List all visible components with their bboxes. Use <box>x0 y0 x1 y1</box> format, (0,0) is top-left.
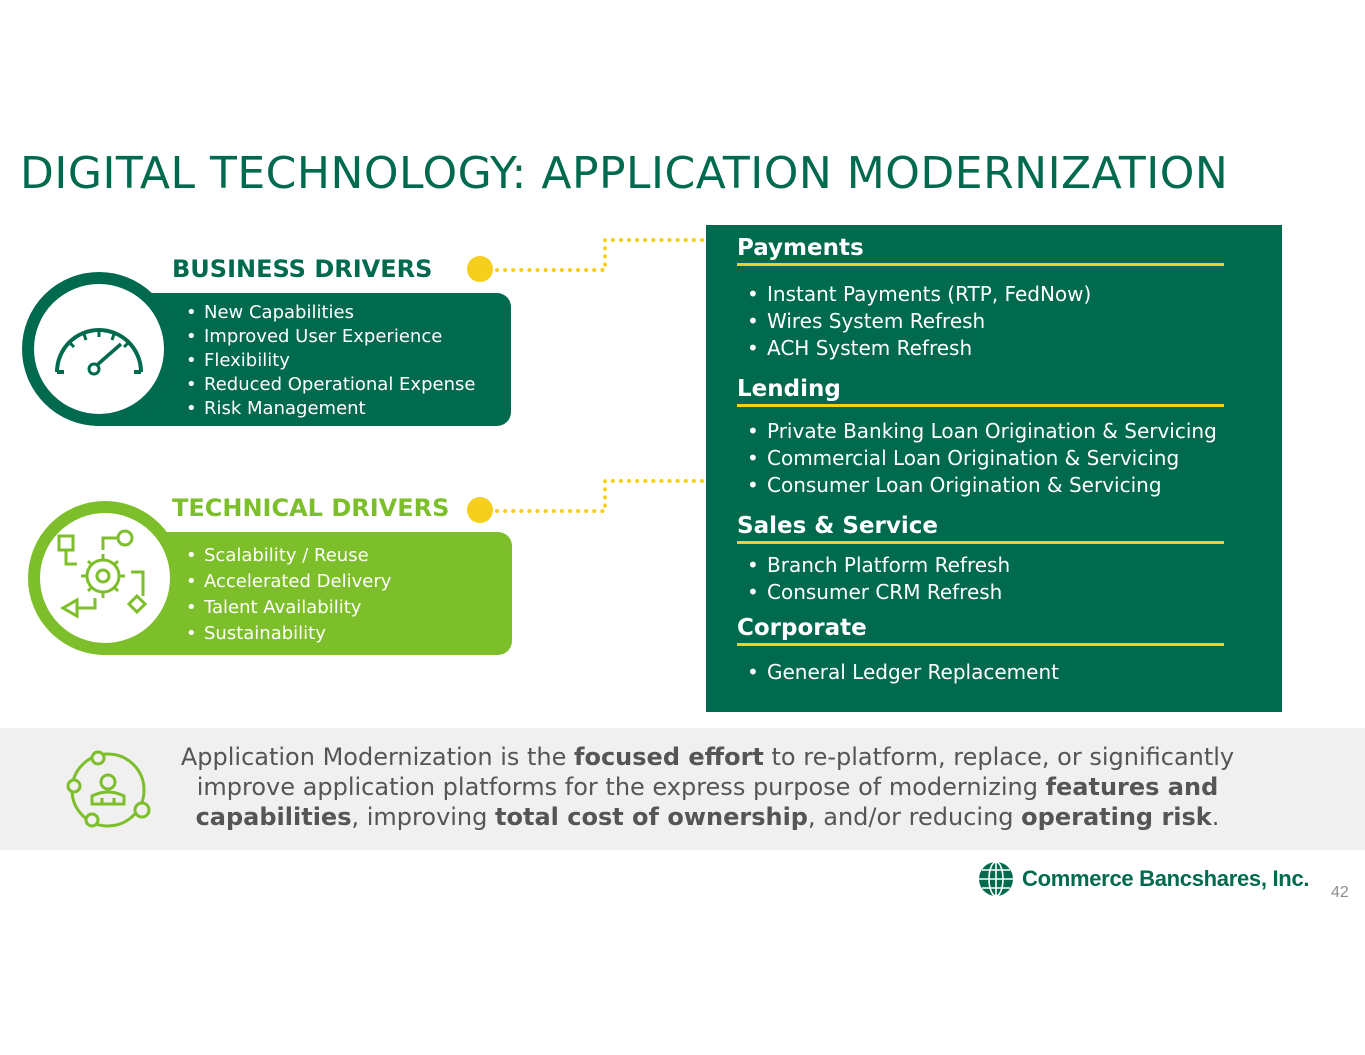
banner-bold-segment: features and capabilities <box>195 773 1219 831</box>
list-item: • Consumer CRM Refresh <box>746 579 1010 606</box>
list-item: • Reduced Operational Expense <box>184 373 475 397</box>
connector-line <box>493 232 708 280</box>
business-drivers-heading: BUSINESS DRIVERS <box>172 255 433 283</box>
list-item: • Scalability / Reuse <box>184 543 391 569</box>
section-list-sales-service <box>746 552 1010 606</box>
list-item: • Talent Availability <box>184 595 391 621</box>
technical-drivers-icon-circle <box>28 501 182 655</box>
banner-text-segment: , and/or reducing <box>807 803 1022 831</box>
page-title: DIGITAL TECHNOLOGY: APPLICATION MODERNIZATION <box>20 148 1229 199</box>
definition-banner <box>0 728 1365 850</box>
list-item: • Instant Payments (RTP, FedNow) <box>746 281 1091 308</box>
section-title-payments: Payments <box>737 235 1224 266</box>
list-item: • ACH System Refresh <box>746 335 1091 362</box>
definition-text <box>150 742 1265 832</box>
speedometer-icon <box>49 314 149 384</box>
list-item: • Flexibility <box>184 349 475 373</box>
section-title-lending: Lending <box>737 376 1224 407</box>
business-drivers-icon-circle <box>22 272 176 426</box>
list-item: • Consumer Loan Origination & Servicing <box>746 472 1217 499</box>
list-item: • Branch Platform Refresh <box>746 552 1010 579</box>
list-item: • Sustainability <box>184 621 391 647</box>
gear-workflow-icon <box>55 528 155 628</box>
connector-dot <box>467 497 493 523</box>
list-item: • Risk Management <box>184 397 475 421</box>
page-number: 42 <box>1331 884 1349 901</box>
connector-line <box>493 473 708 521</box>
technical-drivers-heading: TECHNICAL DRIVERS <box>172 494 450 522</box>
list-item: • New Capabilities <box>184 301 475 325</box>
list-item: • Improved User Experience <box>184 325 475 349</box>
connector-dot <box>467 256 493 282</box>
banner-bold-segment: total cost of ownership <box>495 803 808 831</box>
company-name: Commerce Bancshares, Inc. <box>1022 866 1310 891</box>
section-list-corporate <box>746 659 1059 686</box>
business-drivers-list <box>184 301 475 421</box>
initiatives-panel <box>706 225 1282 712</box>
list-item: • Accelerated Delivery <box>184 569 391 595</box>
section-list-lending <box>746 418 1217 499</box>
technical-drivers-list <box>184 543 391 647</box>
people-network-icon <box>62 740 158 836</box>
banner-text-segment: Application Modernization is the <box>180 743 575 771</box>
banner-text-segment: , improving <box>351 803 496 831</box>
list-item: • Wires System Refresh <box>746 308 1091 335</box>
banner-bold-segment: focused effort <box>574 743 764 771</box>
list-item: • Commercial Loan Origination & Servicing <box>746 445 1217 472</box>
section-title-sales-service: Sales & Service <box>737 513 1224 544</box>
list-item: • General Ledger Replacement <box>746 659 1059 686</box>
list-item: • Private Banking Loan Origination & Servicing <box>746 418 1217 445</box>
section-list-payments <box>746 281 1091 362</box>
globe-icon <box>978 861 1014 897</box>
banner-text-segment: . <box>1211 803 1220 831</box>
banner-bold-segment: operating risk <box>1021 803 1212 831</box>
banner-text-segment: to re-platform, replace, or significantly improve application platforms for the express purpose of modernizing <box>196 743 1235 801</box>
section-title-corporate: Corporate <box>737 615 1224 646</box>
company-logo <box>978 860 1318 898</box>
